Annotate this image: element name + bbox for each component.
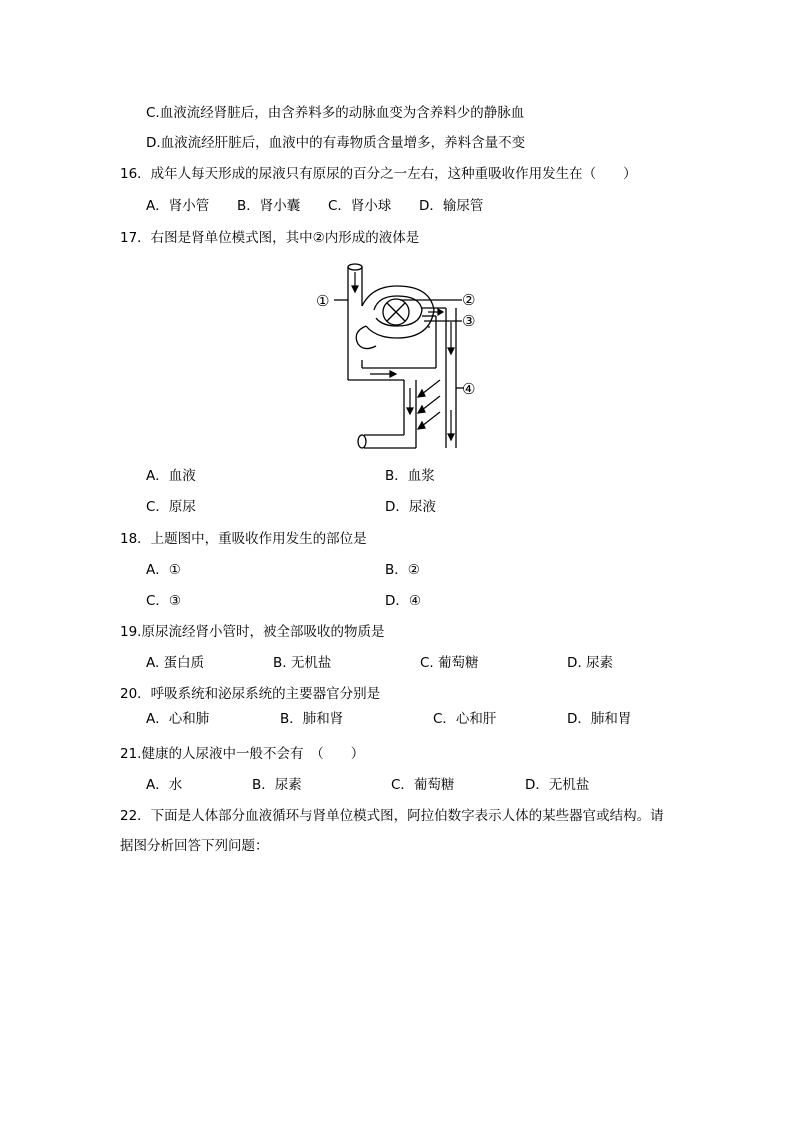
label-1: ① [316, 292, 330, 310]
q16-option-d: D．输尿管 [419, 198, 484, 214]
q18-option-a: A．① [146, 562, 181, 578]
q16-stem: 16．成年人每天形成的尿液只有原尿的百分之一左右，这种重吸收作用发生在（ ） [120, 166, 637, 182]
q21-option-b: B．尿素 [252, 777, 302, 793]
q19-option-a: A. 蛋白质 [146, 655, 205, 671]
q20-stem: 20．呼吸系统和泌尿系统的主要器官分别是 [120, 686, 381, 702]
q21-option-c: C．葡萄糖 [391, 777, 455, 793]
q20-option-b: B．肺和肾 [280, 711, 344, 727]
q18-option-c: C．③ [146, 593, 182, 609]
label-4: ④ [462, 380, 476, 398]
q18-option-b: B．② [385, 562, 420, 578]
q21-stem: 21.健康的人尿液中一般不会有 （ ） [120, 746, 365, 762]
q21-option-a: A．水 [146, 777, 183, 793]
q17-option-d: D．尿液 [385, 499, 436, 515]
q22-stem-line2: 据图分析回答下列问题： [120, 838, 269, 854]
q16-option-b: B．肾小囊 [237, 198, 301, 214]
q17-option-a: A．血液 [146, 468, 196, 484]
nephron-diagram [312, 260, 492, 460]
q18-option-d: D．④ [385, 593, 421, 609]
q21-option-d: D．无机盐 [525, 777, 590, 793]
q20-option-d: D．肺和胃 [567, 711, 632, 727]
q19-option-b: B. 无机盐 [273, 655, 332, 671]
q18-stem: 18．上题图中，重吸收作用发生的部位是 [120, 531, 367, 547]
q15-option-c: C.血液流经肾脏后，由含养料多的动脉血变为含养料少的静脉血 [146, 105, 525, 121]
q19-stem: 19.原尿流经肾小管时，被全部吸收的物质是 [120, 624, 385, 640]
label-2: ② [462, 291, 476, 309]
q22-stem-line1: 22．下面是人体部分血液循环与肾单位模式图，阿拉伯数字表示人体的某些器官或结构。请 [120, 808, 664, 824]
label-3: ③ [462, 312, 476, 330]
q17-option-b: B．血浆 [385, 468, 435, 484]
q16-option-a: A．肾小管 [146, 198, 210, 214]
q20-option-a: A．心和肺 [146, 711, 210, 727]
q17-stem: 17．右图是肾单位模式图，其中②内形成的液体是 [120, 230, 420, 246]
q19-option-c: C. 葡萄糖 [420, 655, 479, 671]
q20-option-c: C．心和肝 [433, 711, 497, 727]
q16-option-c: C．肾小球 [328, 198, 392, 214]
q15-option-d: D.血液流经肝脏后，血液中的有毒物质含量增多，养料含量不变 [146, 135, 526, 151]
q19-option-d: D. 尿素 [567, 655, 613, 671]
q17-option-c: C．原尿 [146, 499, 196, 515]
